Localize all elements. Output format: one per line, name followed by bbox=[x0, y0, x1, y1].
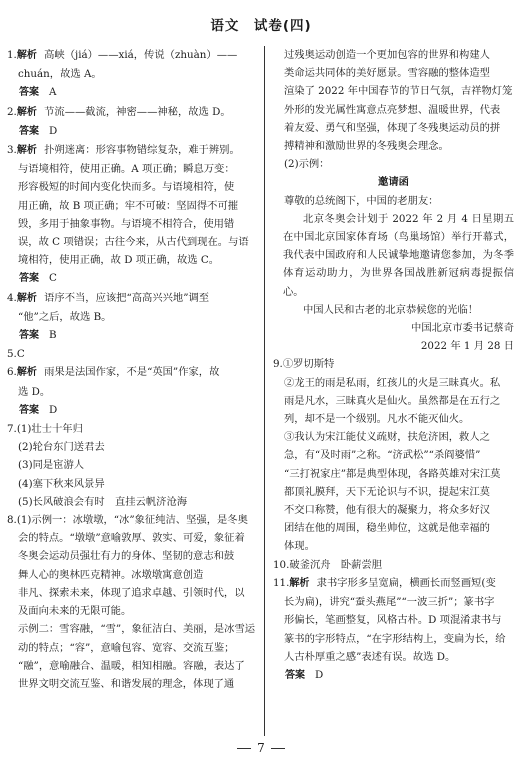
letter-salutation: 尊敬的总统阁下，中国的老朋友： bbox=[284, 194, 439, 207]
q10: 10.破釜沉舟 卧薪尝胆 bbox=[273, 558, 383, 571]
q4-answer: 答案 B bbox=[19, 329, 57, 342]
q7-item: (4)塞下秋来风景异 bbox=[18, 477, 105, 490]
q11-line: 长为扁)，讲究“蚕头燕尾”“一波三折”；篆书字 bbox=[284, 596, 495, 609]
q8-line: “融”，意喻融合、温暖，相知相融。容融，表达了 bbox=[18, 659, 245, 672]
q3-line: 误，故 C 项错误；古往今来，从古代到现在。与语 bbox=[18, 236, 249, 249]
q3-line: 形容极短的时间内变化快而多。与语境相符，使 bbox=[18, 181, 235, 194]
q8-line: 会的特点。“墩墩”意喻敦厚、敦实、可爱，象征着 bbox=[18, 532, 245, 545]
q3-answer: 答案 C bbox=[19, 272, 57, 285]
q3-line1: 3.解析 扑朔迷离：形容事物错综复杂，难于辨别。 bbox=[7, 144, 240, 157]
q11-line: 11.解析 隶书字形多呈宽扁，横画长而竖画短(变 bbox=[273, 576, 496, 589]
page-number: 7 bbox=[257, 741, 265, 755]
page-footer bbox=[0, 741, 522, 755]
q8-line: 舞人心的奥林匹克精神。冰墩墩寓意创造 bbox=[18, 568, 204, 581]
letter-date: 2022 年 1 月 28 日 bbox=[420, 340, 514, 353]
left-column bbox=[7, 46, 257, 693]
q9-line: 急，有“及时雨”之称。“济武松”“杀阎婆惜” bbox=[284, 449, 481, 462]
letter-closing: 中国人民和古老的北京恭候您的光临！ bbox=[303, 303, 479, 316]
q8-line: 及面向未来的无限可能。 bbox=[18, 605, 132, 618]
q8-cont-line: 外形的发光属性寓意点亮梦想、温暖世界，代表 bbox=[284, 103, 501, 116]
q2-line1: 2.解析 节流——截流，神密——神秘，故选 D。 bbox=[7, 105, 231, 118]
q3-line: 毁，多用于抽象事物。与语境不相符合，使用错 bbox=[18, 217, 235, 230]
q8-cont-line: (2)示例： bbox=[284, 158, 330, 171]
q6-line2: 选 D。 bbox=[18, 385, 51, 398]
q9-line: 雨是凡水，三昧真火是仙火。虽然都是在五行之 bbox=[284, 394, 501, 407]
column-divider bbox=[264, 46, 265, 736]
footer-dash-right bbox=[271, 748, 285, 749]
q8-line: 动的特点；“容”，意喻包容、宽容、交流互鉴； bbox=[18, 641, 235, 654]
q7-item: 7.(1)壮士十年归 bbox=[7, 423, 83, 436]
q9-line: 都顶礼膜拜，天下无论识与不识，提起宋江莫 bbox=[284, 485, 490, 498]
q3-line: 与语境相符，使用正确。A 项正确；瞬息万变： bbox=[18, 163, 235, 176]
q1-line1: 1.解析 高峡（jiá）——xiá，传说（zhuàn）—— bbox=[7, 49, 238, 61]
q3-line: 用正确，故 B 项正确；牢不可破：坚固得不可摧 bbox=[18, 199, 239, 212]
q9-line: ②龙王的雨是私雨，红孩儿的火是三昧真火。私 bbox=[284, 376, 501, 389]
q8-line: 冬奥会运动员强壮有力的身体、坚韧的意志和鼓 bbox=[18, 550, 235, 563]
q11-line: 形偏长，笔画整复，风格古朴。D 项混淆隶书与 bbox=[284, 614, 502, 627]
q6-line1: 6.解析 雨果是法国作家，不是“英国”作家，故 bbox=[7, 366, 220, 379]
q7-item: (3)同是宦游人 bbox=[18, 459, 85, 472]
page-title: 语文 试卷(四) bbox=[210, 18, 312, 34]
letter-signature: 中国北京市委书记蔡奇 bbox=[411, 322, 514, 335]
q8-cont-line: 着友爱、勇气和坚强，体现了冬残奥运动员的拼 bbox=[284, 121, 501, 134]
q8-cont-line: 过残奥运动创造一个更加包容的世界和构建人 bbox=[284, 49, 490, 61]
q9-line: 9.①罗切斯特 bbox=[273, 358, 335, 371]
q9-line: ③我认为宋江能仗义疏财，扶危济困，救人之 bbox=[284, 431, 490, 444]
q4-line1: 4.解析 语序不当，应该把“高高兴兴地”调至 bbox=[7, 291, 210, 304]
q8-line: 世界文明交流互鉴、和谐发展的理念，体现了通 bbox=[18, 677, 235, 690]
q9-line: “三打祝家庄”都是典型体现，各路英雄对宋江莫 bbox=[284, 467, 501, 480]
q8-line: 非凡、探索未来，体现了追求卓越、引领时代，以 bbox=[18, 586, 245, 599]
q8-cont-line: 搏精神和激励世界的冬残奥会理念。 bbox=[284, 140, 449, 153]
letter-title: 邀请函 bbox=[378, 176, 409, 189]
q7-item: (5)长风破浪会有时 直挂云帆济沧海 bbox=[18, 495, 188, 508]
q8-line: 8.(1)示例一：冰墩墩，“冰”象征纯洁、坚强，是冬奥 bbox=[7, 514, 248, 527]
footer-dash-left bbox=[237, 748, 251, 749]
q11-line: 人古朴厚重之感”表述有误。故选 D。 bbox=[284, 650, 456, 663]
q1-answer: 答案 A bbox=[19, 86, 57, 99]
q11-line: 篆书的字形特点，“在字形结构上，变扁为长，给 bbox=[284, 632, 506, 645]
q8-line: 示例二：雪容融，“雪”，象征洁白、美丽，是冰雪运 bbox=[18, 623, 256, 636]
q7-item: (2)轮台东门送君去 bbox=[18, 441, 105, 454]
q3-line: 境相符，使用正确，故 D 项正确，故选 C。 bbox=[18, 254, 219, 267]
right-column bbox=[273, 46, 514, 685]
q6-answer: 答案 D bbox=[19, 403, 58, 416]
q9-line: 团结在他的周围，稳坐帅位，这就是他幸福的 bbox=[284, 522, 490, 535]
q8-cont-line: 类命运共同体的美好愿景。雪容融的整体造型 bbox=[284, 67, 490, 80]
q8-cont-line: 渲染了 2022 年中国春节的节日气氛，吉祥物灯笼 bbox=[284, 85, 513, 98]
q2-answer: 答案 D bbox=[19, 124, 58, 137]
q5: 5.C bbox=[7, 348, 25, 361]
q9-line: 列，却不是一个级别。凡水不能灭仙火。 bbox=[284, 413, 470, 426]
q9-line: 不交口称赞，他有很大的凝聚力，将众多好汉 bbox=[284, 504, 490, 517]
letter-body: 北京冬奥会计划于 2022 年 2 月 4 日星期五在中国北京国家体育场（鸟巢场馆）举行开幕式，我代表中国政府和人民诚挚地邀请您参加，为冬季体育运动助力，为世界各国战胜新冠病毒提振信心。 bbox=[283, 212, 514, 298]
q9-line: 体现。 bbox=[284, 540, 315, 553]
q11-answer: 答案 D bbox=[285, 668, 324, 681]
q4-line2: “他”之后，故选 B。 bbox=[18, 310, 112, 323]
q1-line2: chuán，故选 A。 bbox=[18, 68, 102, 81]
